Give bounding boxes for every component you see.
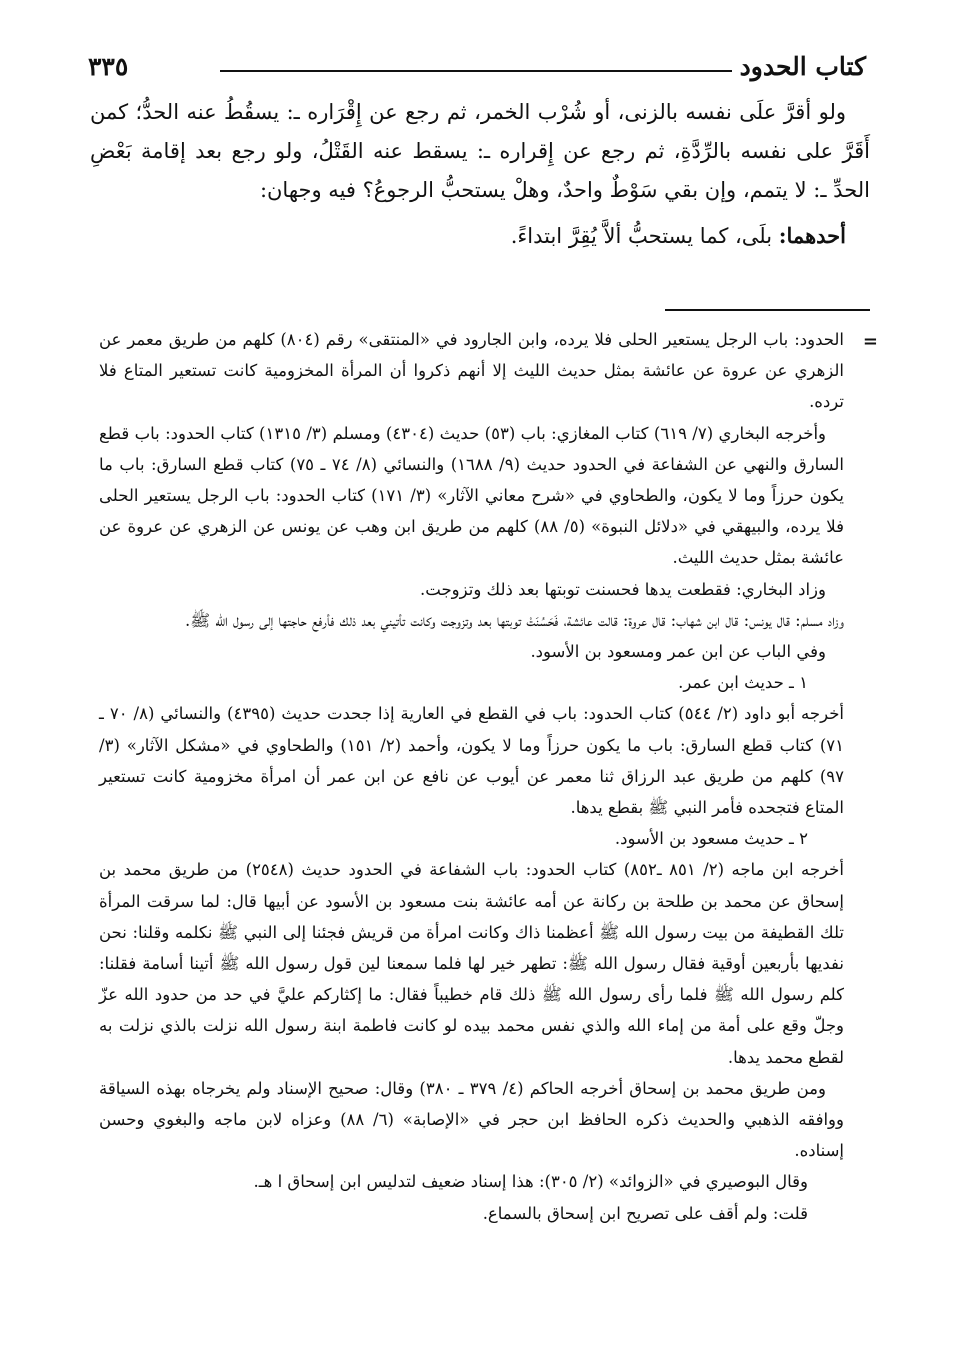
footnote-paragraph: وزاد مسلم: قال يونس: قال ابن شهاب: قال عروة: قالت عائشة، فَحَسُنَتْ توبتها بعد وتزوجت وكانت تأتيني بعد ذلك فأرفع حاجتها إلى رسول الله ﷺ. [185,610,844,630]
footnote-separator [665,309,870,311]
running-title: كتاب الحدود [739,52,866,81]
footnote-paragraph: وزاد البخاري: فقطعت يدها فحسنت توبتها بعد ذلك وتزوجت. [420,579,826,599]
footnote-paragraph: أخرجه ابن ماجه (٢/ ٨٥١ ـ٨٥٢) كتاب الحدود: باب الشفاعة في الحدود حديث (٢٥٤٨) من طريق محمد بن إسحاق عن محمد بن طلحة بن ركانة عن أمه عائشة بنت مسعود بن الأسود عن أبيها قال: لما سرقت المرأة تلك القطيفة من بيت رسول الله ﷺ أعظمنا ذاك وكانت امرأة من قريش فجئنا إلى النبي ﷺ نكلمه وقلنا: نحن نفديها بأربعين أوقية فقال رسول الله ﷺ: تطهر خير لها فلما سمعنا لين قول رسول الله ﷺ أتينا أسامة فقلنا: كلم رسول الله ﷺ فلما رأى رسول الله ﷺ ذلك قام خطيباً فقال: ما إكثاركم عليَّ في حد من حدود الله عزّ وجلّ وقع على أمة من إماء الله والذي نفس محمد بيده لو كانت فاطمة ابنة رسول الله نزلت بالذي نزلت به لقطع محمد يدها. [99,860,844,1067]
page-number: ٣٣٥ [88,52,129,81]
footnote-paragraph: الحدود: باب الرجل يستعير الحلى فلا يرده، وابن الجارود في «المنتقى» رقم (٨٠٤) كلهم من طريق معمر عن الزهري عن عروة عن عائشة بمثل حديث الليث إلا أنهم ذكروا أن المرأة المخزومية كانت تستعير المتاع فلا ترده. [99,330,844,412]
footnote-paragraph: قلت: ولم أقف على تصريح ابن إسحاق بالسماع. [482,1203,808,1223]
footnote-paragraph: وأخرجه البخاري (٧/ ٦١٩) كتاب المغازي: باب (٥٣) حديث (٤٣٠٤) ومسلم (٣/ ١٣١٥) كتاب الحدود: باب قطع السارق والنهي عن الشفاعة في الحدود حديث (٩/ ١٦٨٨) والنسائي (٨/ ٧٤ ـ ٧٥) كتاب قطع السارق: باب ما يكون حرزاً وما لا يكون، والطحاوي في «شرح معاني الآثار» (٣/ ١٧١) كتاب الحدود: باب الرجل يستعير الحلى فلا يرده، والبيهقي في «دلائل النبوة» (٥/ ٨٨) كلهم من طريق ابن وهب عن يونس عن الزهري عن عروة عن عائشة بمثل حديث الليث. [99,423,844,568]
main-paragraph-2-text: بلَى، كما يستحبُّ ألاَّ يُقِرَّ ابتداءً. [510,224,779,248]
footnote-continuation-mark: = [862,331,878,352]
footnote-paragraph: ١ ـ حديث ابن عمر. [678,673,808,693]
main-text [90,93,870,256]
footnote-paragraph: ومن طريق محمد بن إسحاق أخرجه الحاكم (٤/ ٣٧٩ ـ ٣٨٠) وقال: صحيح الإسناد ولم يخرجاه بهذه السياقة ووافقه الذهبي والحديث ذكره الحافظ ابن حجر في «الإصابة» (٦/ ٨٨) وعزاه لابن ماجه والبغوي وحسن إسناده. [99,1078,844,1161]
footnote-paragraph: وقال البوصيري في «الزوائد» (٢/ ٣٠٥): هذا إسناد ضعيف لتدليس ابن إسحاق ا هـ. [253,1172,808,1192]
header-rule [220,70,732,72]
footnote-paragraph: أخرجه أبو داود (٢/ ٥٤٤) كتاب الحدود: باب في القطع في العارية إذا جحدت حديث (٤٣٩٥) والنسائي (٨/ ٧٠ ـ ٧١) كتاب قطع السارق: باب ما يكون حرزاً وما لا يكون، وأحمد (٢/ ١٥١) والطحاوي في «مشكل الآثار» (٣/ ٩٧) كلهم من طريق عبد الرزاق ثنا معمر عن أيوب عن نافع عن ابن عمر أن امرأة مخزومية كانت تستعير المتاع فتجحده فأمر النبي ﷺ بقطع يدها. [99,704,845,818]
footnote-paragraph: ٢ ـ حديث مسعود بن الأسود. [614,829,808,849]
footnotes [99,324,844,1229]
main-paragraph-2-lead: أحدهما: [778,223,846,248]
main-paragraph-2 [90,216,870,256]
footnote-paragraph: وفي الباب عن ابن عمر ومسعود بن الأسود. [530,642,826,662]
page-header [88,50,866,90]
main-paragraph-1: ولو أقرَّ علَى نفسه بالزنى، أو شُرْب الخمر، ثم رجع عن إِقْرَاره ـ: يسقُطُ عنه الحدُّ؛ كمن أَقَرَّ على نفسه بالرِّدَّةِ، ثم رجع عن إِقراره ـ: يسقط عنه القَتْلُ، ولو رجع بعد إقامة بَعْضِ الحدِّ ـ: لا يتمم، وإن بقي سَوْطٌ واحدٌ، وهلْ يستحبُّ الرجوعُ؟ فيه وجهان: [90,100,870,202]
